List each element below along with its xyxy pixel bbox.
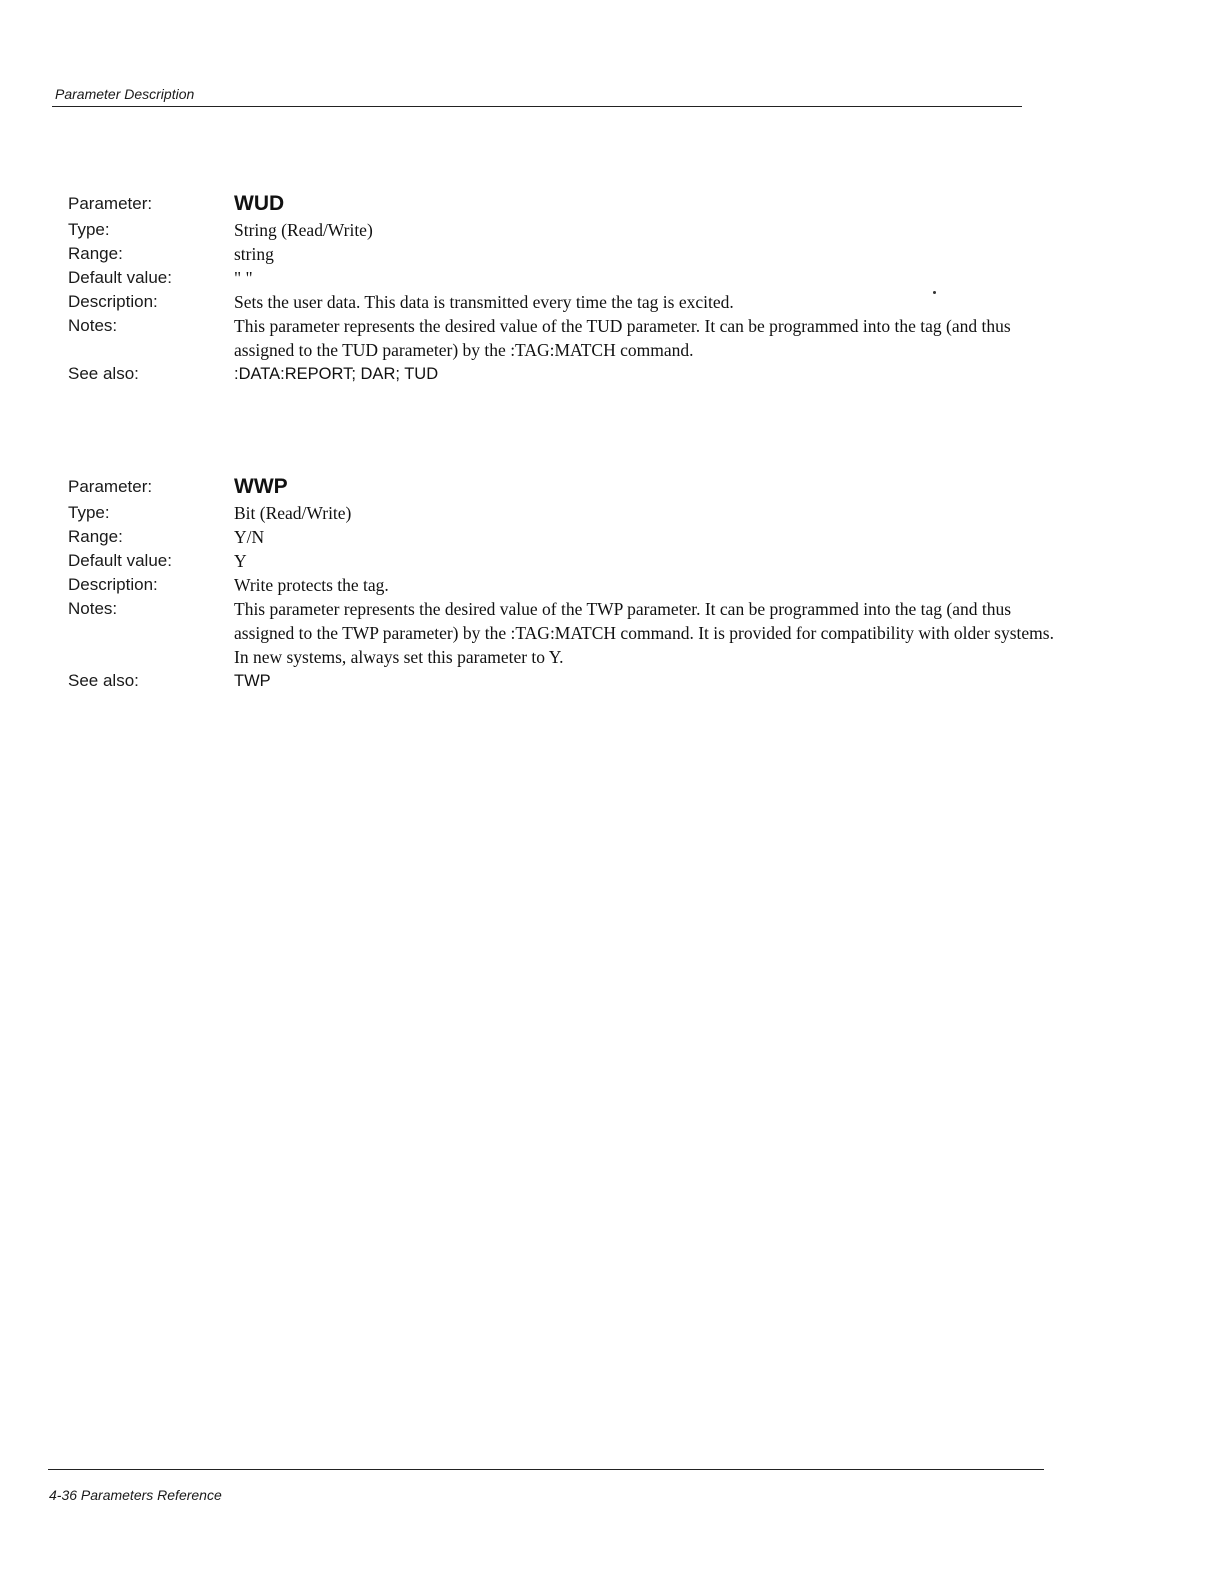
default-label: Default value:: [68, 268, 172, 287]
type-value: String (Read/Write): [234, 220, 373, 240]
default-row: [68, 549, 1058, 573]
running-header: Parameter Description: [55, 86, 195, 102]
default-row: [68, 266, 1058, 290]
see-also-value: TWP: [234, 672, 271, 690]
range-row: [68, 525, 1058, 549]
notes-label: Notes:: [68, 316, 118, 335]
parameter-row: [68, 190, 1058, 218]
notes-value: This parameter represents the desired value of the TWP parameter. It can be programmed into the tag (and thus assigned to the TWP parameter) by the :TAG:MATCH command. It is provided for compatibility with older systems. In new systems, always set this parameter to Y.: [234, 599, 1054, 667]
description-label: Description:: [68, 575, 158, 594]
range-value: Y/N: [234, 527, 265, 547]
parameter-label: Parameter:: [68, 194, 153, 213]
running-footer: 4-36 Parameters Reference: [49, 1487, 222, 1503]
description-value: Write protects the tag.: [234, 575, 389, 595]
description-row: [68, 573, 1058, 597]
parameter-name: WWP: [234, 475, 288, 498]
range-row: [68, 242, 1058, 266]
parameter-entry-wwp: [68, 473, 1058, 693]
range-value: string: [234, 244, 274, 264]
default-value: " ": [234, 268, 253, 288]
see-also-value: :DATA:REPORT; DAR; TUD: [234, 365, 439, 383]
description-label: Description:: [68, 292, 158, 311]
notes-row: [68, 314, 1058, 362]
type-label: Type:: [68, 220, 110, 239]
notes-value: This parameter represents the desired value of the TUD parameter. It can be programmed into the tag (and thus assigned to the TUD parameter) by the :TAG:MATCH command.: [234, 316, 1011, 360]
footer-rule: [48, 1469, 1044, 1470]
range-label: Range:: [68, 244, 123, 263]
type-label: Type:: [68, 503, 110, 522]
notes-row: [68, 597, 1058, 669]
see-also-label: See also:: [68, 364, 139, 383]
parameter-label: Parameter:: [68, 477, 153, 496]
type-row: [68, 218, 1058, 242]
type-row: [68, 501, 1058, 525]
see-also-row: [68, 669, 1058, 693]
description-value: Sets the user data. This data is transmitted every time the tag is excited.: [234, 292, 734, 312]
see-also-label: See also:: [68, 671, 139, 690]
default-value: Y: [234, 551, 247, 571]
parameter-name: WUD: [234, 192, 285, 215]
see-also-row: [68, 362, 1058, 386]
type-value: Bit (Read/Write): [234, 503, 352, 523]
scan-speck: [933, 291, 936, 294]
header-rule: [52, 106, 1022, 107]
parameter-entry-wud: [68, 190, 1058, 386]
notes-label: Notes:: [68, 599, 118, 618]
description-row: [68, 290, 1058, 314]
range-label: Range:: [68, 527, 123, 546]
parameter-row: [68, 473, 1058, 501]
default-label: Default value:: [68, 551, 172, 570]
